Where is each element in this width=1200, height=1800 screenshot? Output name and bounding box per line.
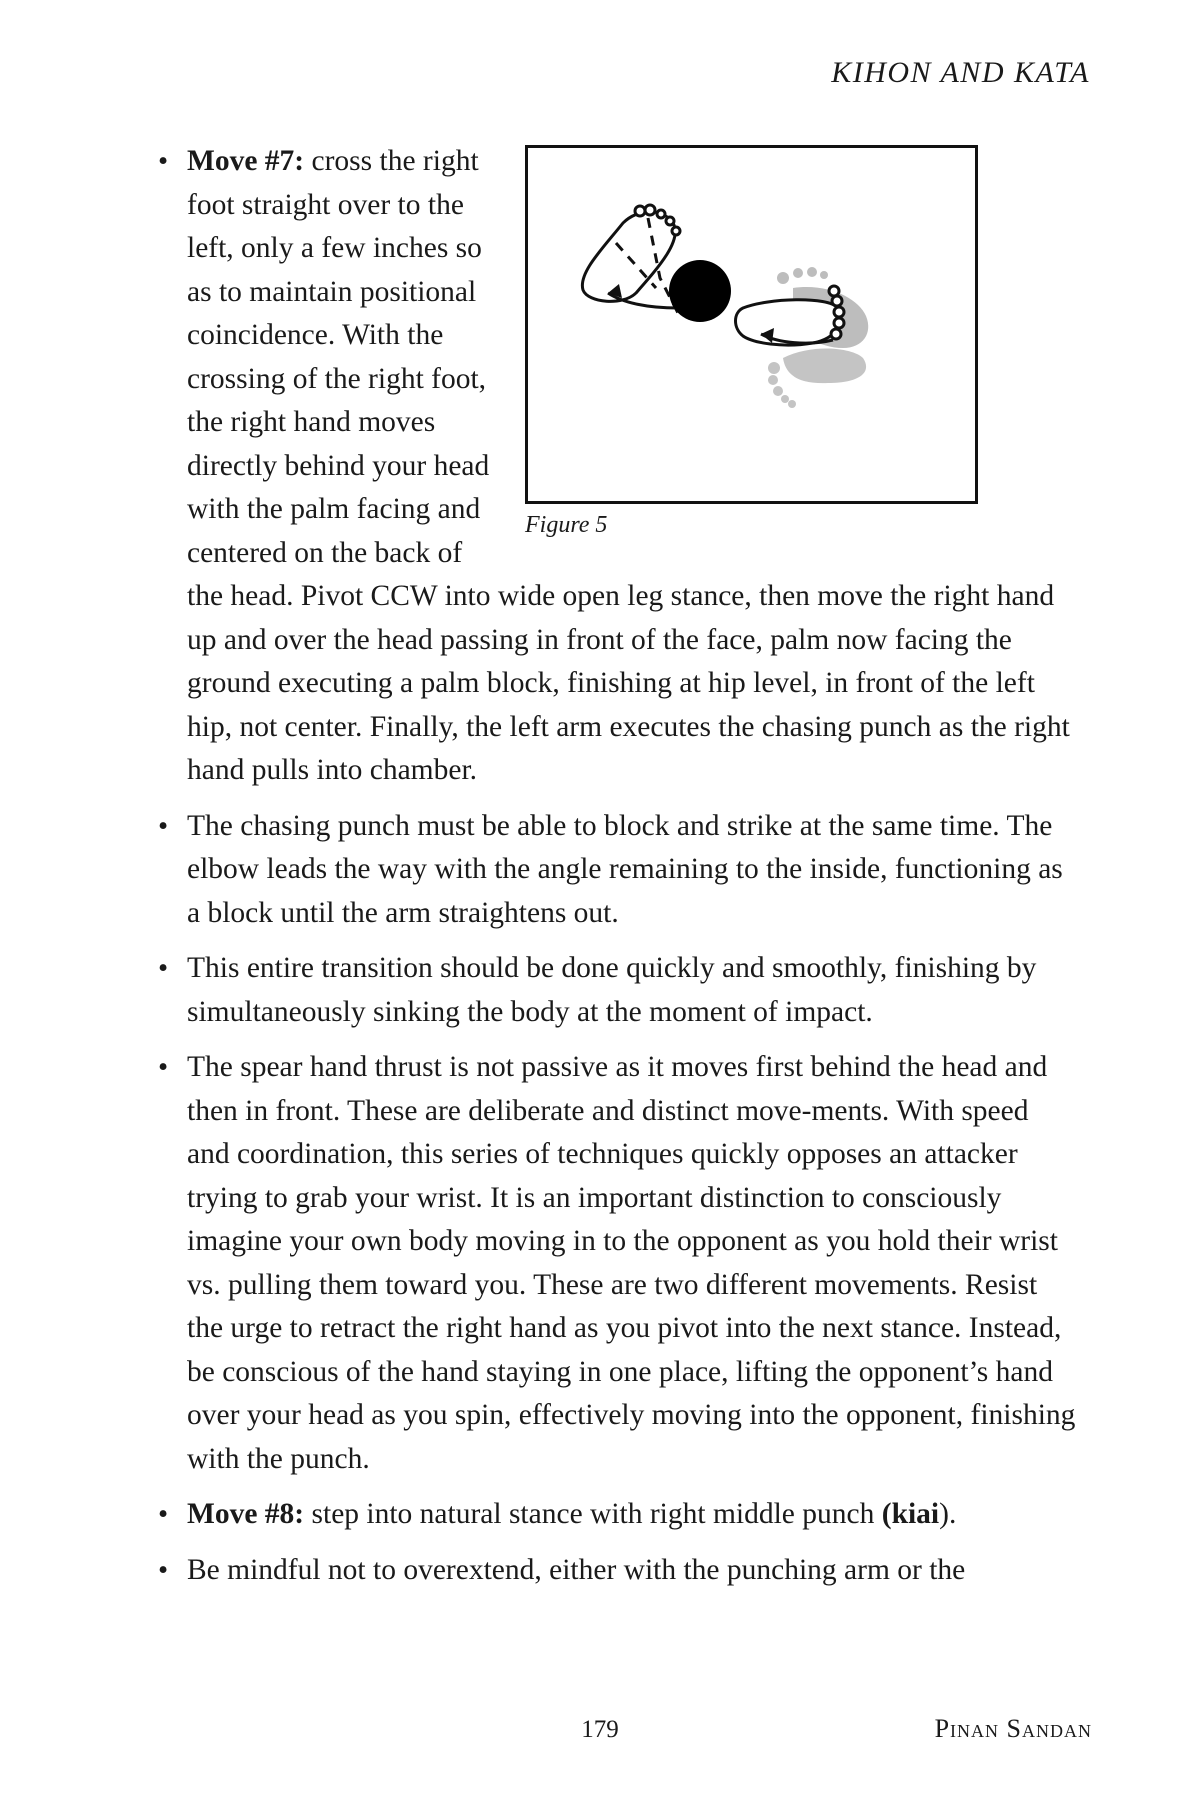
bullet-overextend bbox=[0, 1549, 1200, 1593]
bullet-transition bbox=[0, 947, 1200, 1034]
running-head: KIHON AND KATA bbox=[831, 56, 1090, 89]
bullet-text: The chasing punch must be able to block and strike at the same time. The elbow leads the way with the angle remaining to the inside, functioning as a block until the arm straightens out. bbox=[187, 809, 1063, 929]
kiai-term: kiai bbox=[891, 1498, 940, 1530]
figure-frame bbox=[525, 145, 978, 504]
bullet-dot: • bbox=[158, 952, 169, 984]
bullet-dot: • bbox=[158, 145, 169, 177]
bullet-tail: . bbox=[948, 1498, 957, 1530]
bullet-dot: • bbox=[158, 1553, 169, 1586]
bullet-move-7 bbox=[0, 140, 1200, 793]
bullet-lead: Move #8: bbox=[187, 1498, 305, 1530]
bullet-list bbox=[0, 140, 1200, 1592]
bullet-dot: • bbox=[158, 1051, 169, 1083]
bullet-text: step into natural stance with right middle punch bbox=[304, 1498, 882, 1530]
kiai-paren: (kiai bbox=[881, 1498, 940, 1530]
grey-foot-back bbox=[768, 349, 866, 408]
bullet-chasing-punch bbox=[0, 805, 1200, 936]
bullet-spear-hand bbox=[0, 1046, 1200, 1481]
footer-section-title: Pinan Sandan bbox=[934, 1714, 1092, 1743]
figure-5 bbox=[525, 145, 978, 540]
bullet-text: cross the right foot straight over to the left, only a few inches so as to maintain positional coincidence. With the crossing of the right foot, the right hand moves directly behind your head with the palm facing and centered on the back of the head. Pivot CCW into wide open leg stance, then move the right hand up and over the head passing in front of the face, palm now facing the ground executing a palm block, finishing at hip level, in front of the left hip, not center. Finally, the left arm executes the chasing punch as the right hand pulls into chamber. bbox=[187, 145, 1070, 786]
center-point bbox=[669, 260, 731, 322]
bullet-dot: • bbox=[158, 809, 169, 842]
footwork-diagram bbox=[528, 148, 975, 501]
figure-caption: Figure 5 bbox=[525, 512, 608, 538]
bullet-text: The spear hand thrust is not passive as it moves first behind the head and then in front. These are deliberate and distinct move-ments. With speed and coordination, this series of techniques quickly opposes an attacker trying to grab your wrist. It is an important distinction to consciously imagine your own body moving in to the opponent as you hold their wrist vs. pulling them toward you. These are two different movements. Resist the urge to retract the right hand as you pivot into the next stance. Instead, be conscious of the hand staying in one place, lifting the opponent’s hand over your head as you spin, effectively moving into the opponent, finishing with the punch. bbox=[187, 1051, 1076, 1475]
bullet-move-8: • Move #8: step into natural stance with right middle punch (kiai). bbox=[0, 1493, 1200, 1537]
bullet-text: This entire transition should be done quickly and smoothly, finishing by simultaneously sinking the body at the moment of impact. bbox=[187, 952, 1037, 1028]
page-body bbox=[0, 140, 1200, 1604]
bullet-dot: • bbox=[158, 1498, 169, 1530]
page-number: 179 bbox=[581, 1716, 619, 1743]
left-foot-outline bbox=[582, 205, 680, 301]
bullet-text: Be mindful not to overextend, either with the punching arm or the bbox=[187, 1553, 966, 1586]
bullet-lead: Move #7: bbox=[187, 145, 305, 177]
